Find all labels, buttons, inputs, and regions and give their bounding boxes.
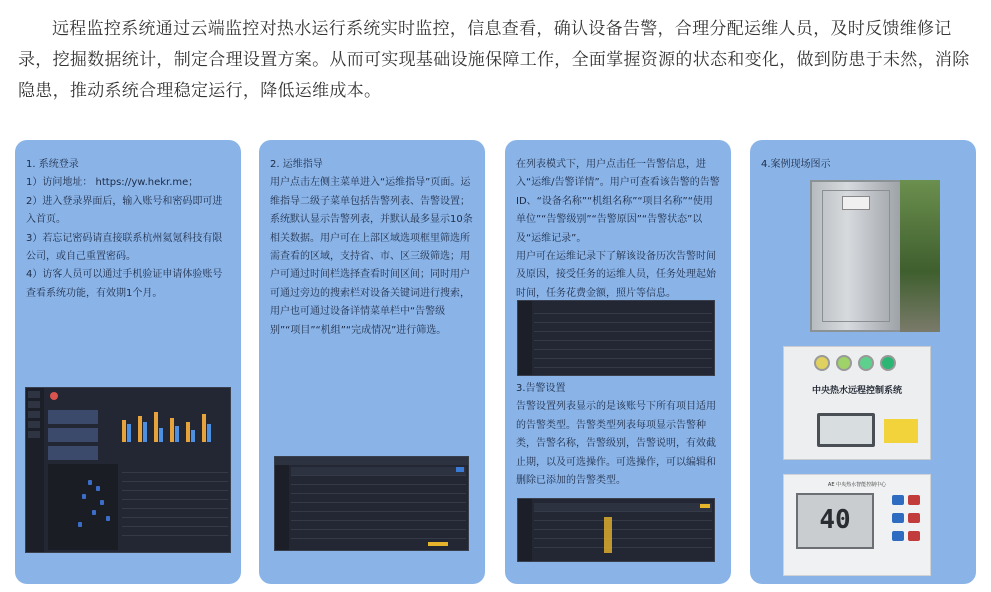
thermostat-photo — [783, 474, 931, 576]
thermostat-button — [908, 495, 920, 505]
control-panel-photo — [783, 346, 931, 460]
dashboard-table — [122, 464, 228, 550]
intro-paragraph: 远程监控系统通过云端监控对热水运行系统实时监控，信息查看，确认设备告警，合理分配运维人员，及时反馈维修记录，挖掘数据统计，制定合理设置方案。从而可实现基础设施保障工作，全面掌握资源的状态和变化，做到防患于未然，消除隐患，推动系统合理稳定运行，降低运维成本。 — [18, 19, 970, 101]
outdoor-equipment-photo — [900, 180, 940, 332]
card3-body2: 用户可在运维记录下了解该设备历次告警时间及原因，接受任务的运维人员，任务处理起始时间，任务花费金额，照片等信息。 — [516, 251, 716, 299]
card1-title: 1. 系统登录 — [26, 159, 79, 170]
card4-title: 4.案例现场图示 — [761, 159, 831, 170]
card2-body: 用户点击左侧主菜单进入“运维指导”页面。运维指导二级子菜单包括告警列表、告警设置；系统默认显示告警列表，并默认最多显示10条相关数据。用户可在上部区域选项框里筛选所需查看的区域，支持省、市、区三级筛选；用户可通过时间栏选择查看时间区间；同时用户可通过旁边的搜索栏对设备关键词进行搜索，用户也可通过设备详情菜单栏中“告警级别”“项目”“机组”“完成情况”进行筛选。 — [270, 177, 473, 336]
thermostat-display: 40 — [796, 493, 874, 549]
thermostat-button — [892, 531, 904, 541]
alarm-list-screenshot — [274, 456, 469, 551]
card3-text-bottom — [516, 380, 721, 490]
card2-title: 2. 运维指导 — [270, 159, 323, 170]
card3-title: 3.告警设置 — [516, 383, 566, 394]
panel-title: 中央热水远程控制系统 — [811, 386, 902, 396]
card1-line-3: 3）若忘记密码请直接联系杭州氦氪科技有限公司，或自己重置密码。 — [26, 232, 223, 263]
dashboard-sidebar — [26, 388, 44, 552]
dashboard-bar-chart — [118, 408, 226, 442]
thermostat-button — [892, 513, 904, 523]
stat-tile — [48, 410, 98, 424]
stat-tile — [48, 446, 98, 460]
card-site-photos — [750, 140, 976, 584]
thermostat-button — [892, 495, 904, 505]
indicator-lamp — [836, 355, 852, 371]
thermostat-button — [908, 531, 920, 541]
indicator-lamp — [880, 355, 896, 371]
dashboard-map — [48, 464, 118, 550]
card1-text — [26, 156, 231, 303]
alert-icon — [50, 392, 58, 400]
card4-text — [761, 156, 966, 174]
panel-lcd — [817, 413, 875, 447]
card2-text — [270, 156, 475, 340]
alarm-settings-screenshot — [517, 498, 715, 562]
thermostat-brand: AE 中央热水智能控制中心 — [827, 482, 887, 488]
card-alarm-detail — [505, 140, 731, 584]
thermostat-button — [908, 513, 920, 523]
control-cabinet-photo — [810, 180, 902, 332]
warning-sticker — [884, 419, 918, 443]
stat-tile — [48, 428, 98, 442]
card-system-login — [15, 140, 241, 584]
card3-body1: 在列表模式下，用户点击任一告警信息，进入“运维/告警详情”。用户可查看该告警的告警ID、“设备名称”“机组名称”“项目名称”“使用单位”“告警级别”“告警原因”“告警状态”以及“运维记录”。 — [516, 159, 720, 244]
alarm-detail-screenshot — [517, 300, 715, 376]
card1-line-2: 2）进入登录界面后，输入账号和密码即可进入首页。 — [26, 195, 223, 226]
card1-line-1: 1）访问地址： https://yw.hekr.me； — [26, 177, 199, 189]
card3-body3: 告警设置列表显示的是该账号下所有项目适用的告警类型。告警类型列表每项显示告警种类，告警名称，告警级别，告警说明，有效截止期，以及可选操作。可选操作，可以编辑和删除已添加的告警类型。 — [516, 401, 716, 487]
indicator-lamp — [814, 355, 830, 371]
card1-line-4: 4）访客人员可以通过手机验证申请体验账号查看系统功能，有效期1个月。 — [26, 269, 223, 299]
dashboard-screenshot — [25, 387, 231, 553]
card3-text-top — [516, 156, 721, 303]
card-ops-guide — [259, 140, 485, 584]
indicator-lamp — [858, 355, 874, 371]
alarm-list-header — [275, 457, 468, 465]
